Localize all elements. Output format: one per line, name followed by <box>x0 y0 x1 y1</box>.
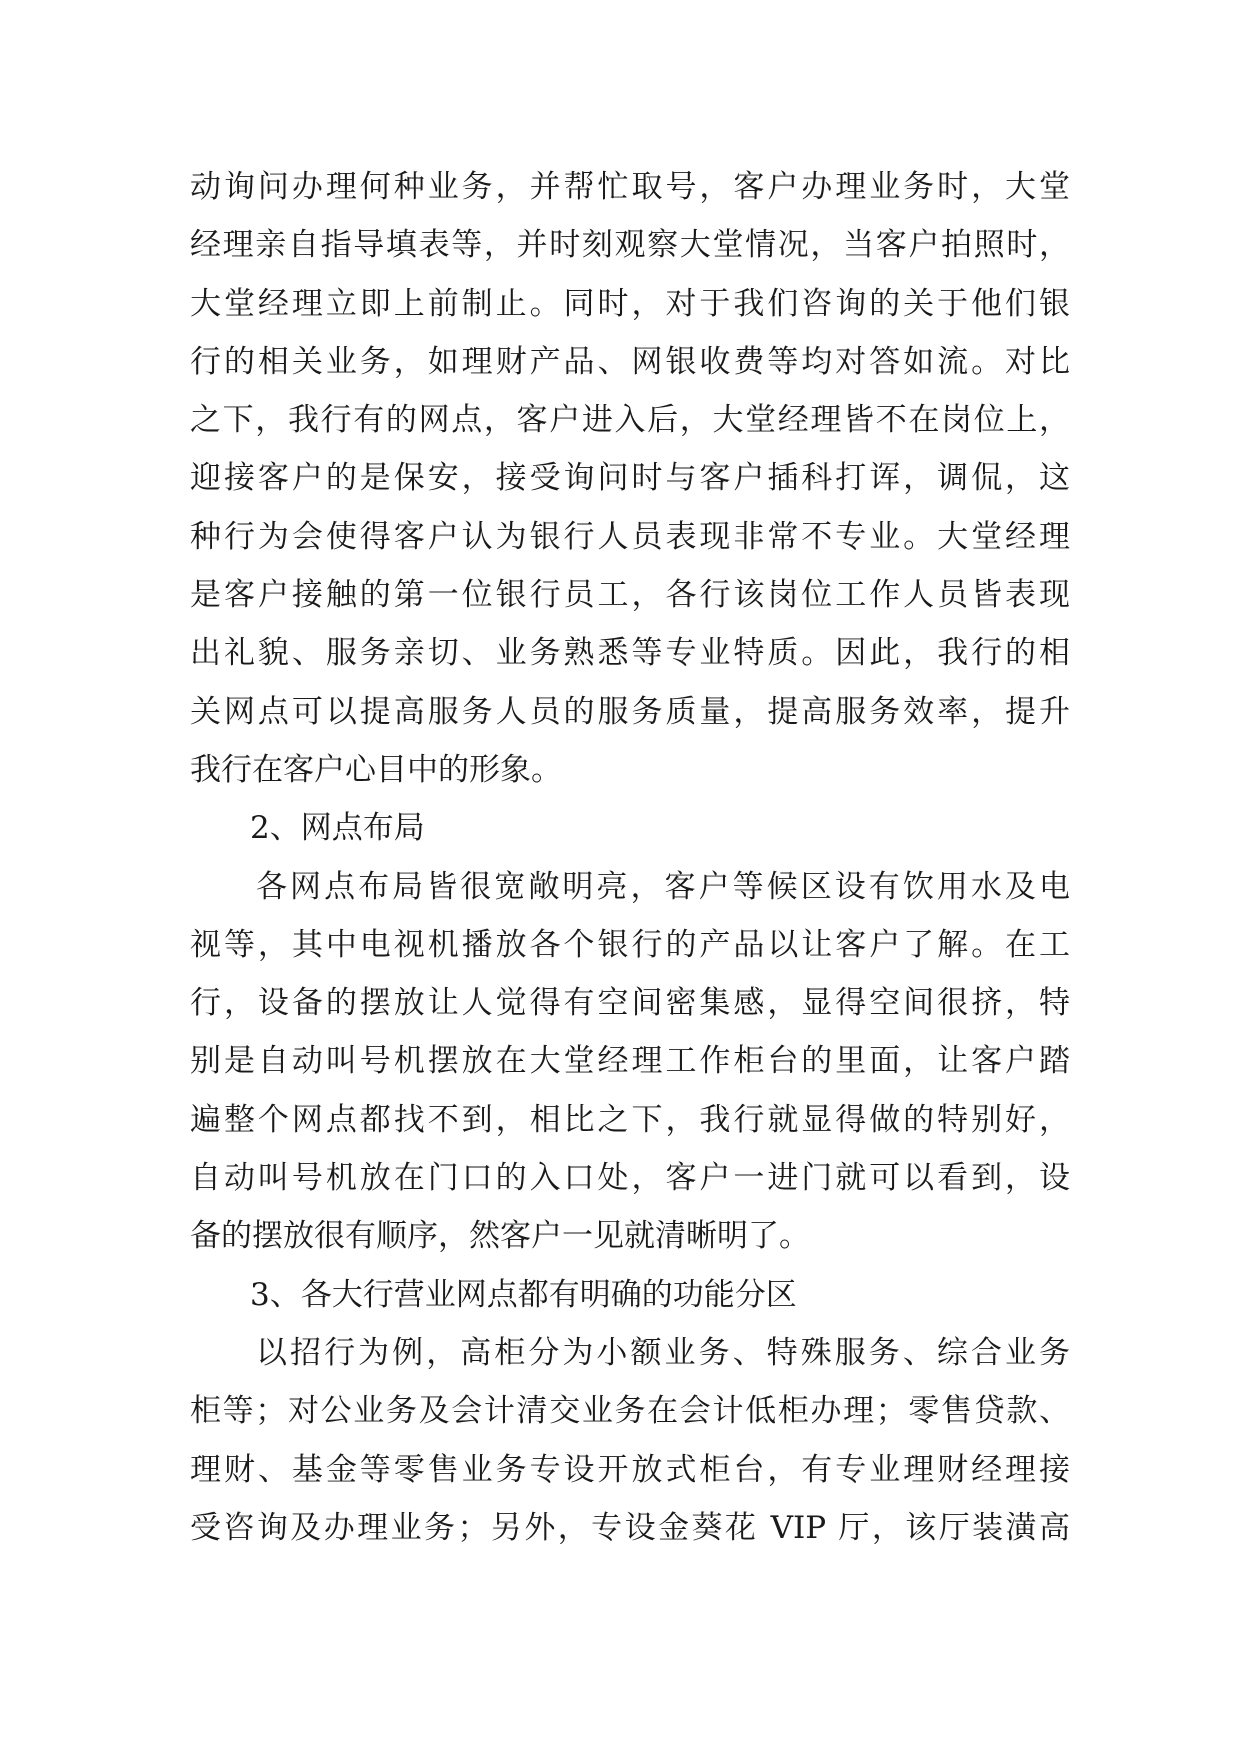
paragraph-line: 备的摆放很有顺序，然客户一见就清晰明了。 <box>190 1218 810 1255</box>
section-heading: 3、各大行营业网点都有明确的功能分区 <box>250 1276 797 1313</box>
paragraph-line: 经理亲自指导填表等，并时刻观察大堂情况，当客户拍照时， <box>190 227 1070 264</box>
paragraph-line: 行的相关业务，如理财产品、网银收费等均对答如流。对比 <box>190 343 1070 380</box>
paragraph-line: 视等，其中电视机播放各个银行的产品以让客户了解。在工 <box>190 926 1070 963</box>
paragraph-line: 出礼貌、服务亲切、业务熟悉等专业特质。因此，我行的相 <box>190 635 1070 672</box>
paragraph-line: 我行在客户心目中的形象。 <box>190 751 562 788</box>
paragraph-line: 自动叫号机放在门口的入口处，客户一进门就可以看到，设 <box>190 1160 1070 1197</box>
body-text <box>190 158 1070 1557</box>
section-heading: 2、网点布局 <box>250 810 425 847</box>
paragraph-line: 迎接客户的是保安，接受询问时与客户插科打诨，调侃，这 <box>190 460 1070 497</box>
paragraph-line: 关网点可以提高服务人员的服务质量，提高服务效率，提升 <box>190 693 1070 730</box>
paragraph-line: 之下，我行有的网点，客户进入后，大堂经理皆不在岗位上， <box>190 402 1070 439</box>
paragraph-line: 以招行为例，高柜分为小额业务、特殊服务、综合业务 <box>256 1334 1070 1371</box>
paragraph-line: 种行为会使得客户认为银行人员表现非常不专业。大堂经理 <box>190 518 1070 555</box>
paragraph-line: 理财、基金等零售业务专设开放式柜台，有专业理财经理接 <box>190 1451 1070 1488</box>
paragraph-line: 受咨询及办理业务；另外，专设金葵花 VIP 厅，该厅装潢高 <box>190 1509 1070 1546</box>
paragraph-line: 遍整个网点都找不到，相比之下，我行就显得做的特别好， <box>190 1101 1070 1138</box>
paragraph-line: 各网点布局皆很宽敞明亮，客户等候区设有饮用水及电 <box>256 868 1070 905</box>
paragraph-line: 是客户接触的第一位银行员工，各行该岗位工作人员皆表现 <box>190 577 1070 614</box>
paragraph-line: 柜等；对公业务及会计清交业务在会计低柜办理；零售贷款、 <box>190 1393 1070 1430</box>
paragraph-line: 行，设备的摆放让人觉得有空间密集感，显得空间很挤，特 <box>190 985 1070 1022</box>
paragraph-line: 大堂经理立即上前制止。同时，对于我们咨询的关于他们银 <box>190 285 1070 322</box>
paragraph-line: 动询问办理何种业务，并帮忙取号，客户办理业务时，大堂 <box>190 169 1070 205</box>
paragraph-line: 别是自动叫号机摆放在大堂经理工作柜台的里面，让客户踏 <box>190 1043 1070 1080</box>
